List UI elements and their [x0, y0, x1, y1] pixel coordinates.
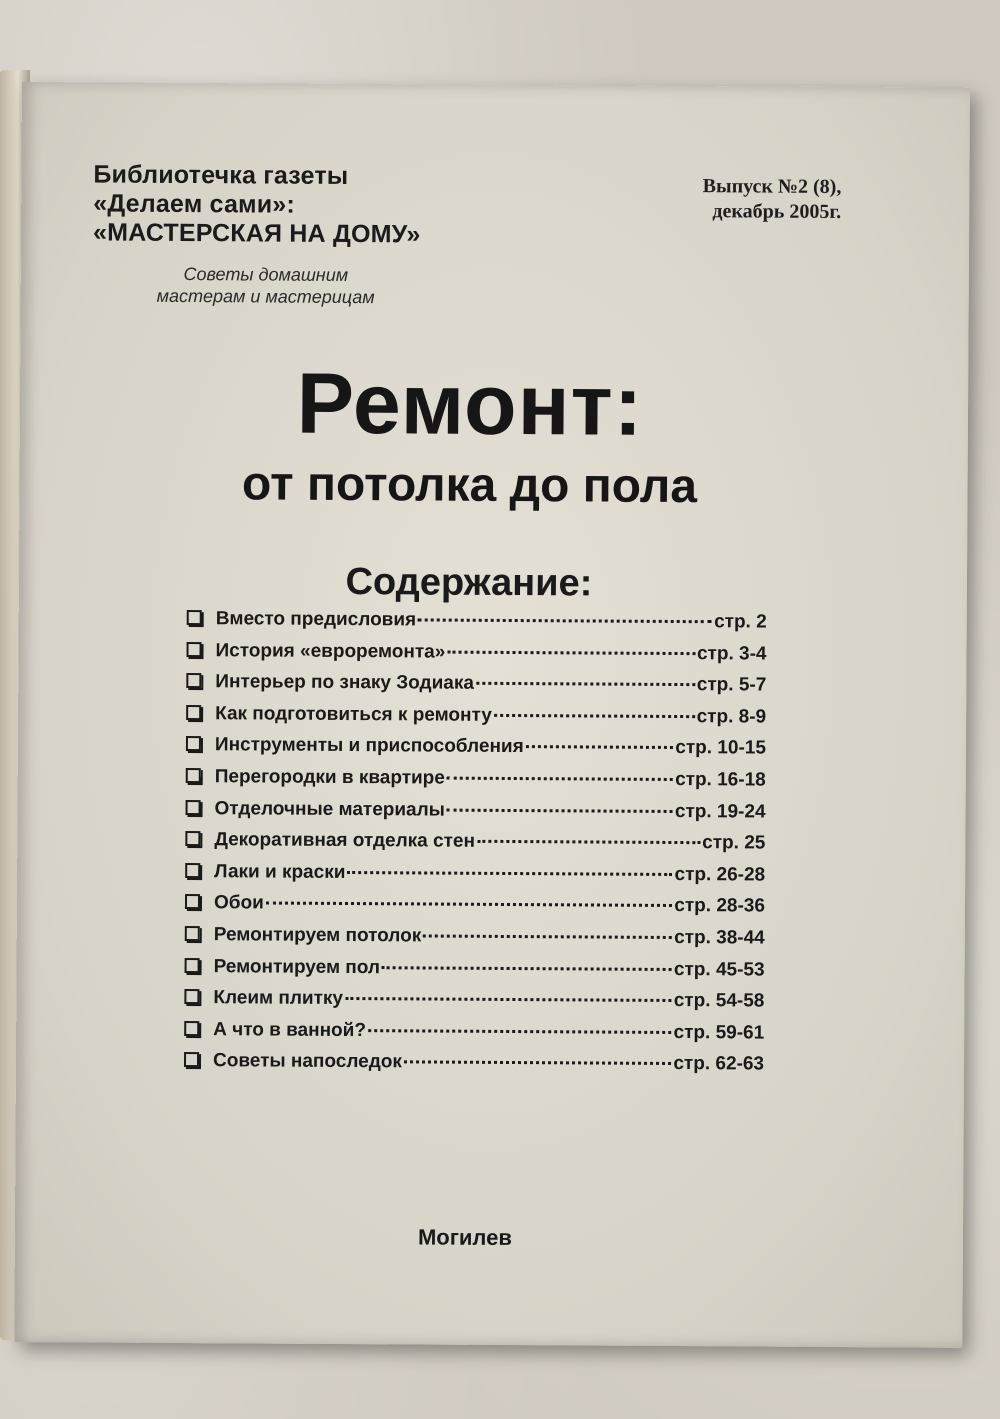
issue-info — [661, 174, 841, 225]
toc-item — [186, 766, 766, 801]
dot-leader — [345, 997, 672, 1002]
series-title — [93, 160, 421, 249]
main-title: Ремонт: — [296, 355, 644, 454]
toc-item — [186, 671, 766, 706]
checkbox-bullet-icon — [186, 642, 201, 657]
toc-item-label: Ремонтируем потолок — [213, 924, 422, 947]
toc-item-label: Советы напоследок — [212, 1050, 402, 1073]
toc-item — [185, 924, 765, 959]
toc-item — [184, 1050, 764, 1085]
toc-item-pages: стр. 3-4 — [696, 642, 767, 665]
checkbox-bullet-icon — [187, 610, 202, 625]
toc-item-pages: стр. 54-58 — [673, 990, 765, 1012]
toc-item-label: А что в ванной? — [213, 1018, 367, 1041]
toc-item-pages: стр. 8-9 — [696, 705, 767, 728]
dot-leader — [418, 618, 712, 623]
toc-item — [185, 798, 765, 833]
toc-item-label: Лаки и краски — [214, 860, 346, 883]
toc-item-label: Интерьер по знаку Зодиака — [215, 671, 474, 694]
publication-city: Могилев — [417, 1224, 512, 1251]
toc-item-pages: стр. 28-36 — [674, 895, 766, 917]
dot-leader — [404, 1061, 671, 1066]
toc-item-pages: стр. 16-18 — [675, 768, 766, 791]
toc-item-pages: стр. 2 — [714, 611, 767, 633]
toc-item-label: Вместо предисловия — [215, 608, 417, 631]
checkbox-bullet-icon — [184, 1021, 199, 1036]
toc-item-pages: стр. 5-7 — [696, 674, 767, 696]
toc-item-label: История «евроремонта» — [215, 639, 446, 663]
toc-heading: Содержание: — [345, 560, 593, 605]
toc-item-label: Декоративная отделка стен — [214, 829, 476, 852]
toc-item-label: Обои — [213, 892, 264, 914]
checkbox-bullet-icon — [186, 673, 201, 688]
issue-number: Выпуск №2 (8), — [702, 175, 842, 199]
checkbox-bullet-icon — [185, 926, 200, 941]
toc-item-pages: стр. 45-53 — [673, 958, 765, 981]
dot-leader — [423, 934, 672, 939]
checkbox-bullet-icon — [186, 705, 201, 720]
toc-item-pages: стр. 62-63 — [673, 1053, 765, 1075]
toc-item — [184, 987, 764, 1022]
checkbox-bullet-icon — [186, 768, 201, 783]
toc-item-pages: стр. 38-44 — [674, 926, 765, 949]
toc-item — [184, 956, 764, 991]
checkbox-bullet-icon — [185, 894, 200, 909]
checkbox-bullet-icon — [186, 800, 201, 815]
toc-item — [186, 640, 766, 675]
series-line-2: «Делаем сами»: — [93, 189, 296, 219]
toc-item — [186, 703, 766, 738]
checkbox-bullet-icon — [184, 989, 199, 1004]
toc-item-label: Отделочные материалы — [214, 797, 446, 821]
series-subtitle — [141, 263, 391, 309]
toc-item-label: Перегородки в квартире — [214, 766, 445, 789]
dot-leader — [447, 650, 695, 655]
dot-leader — [476, 682, 695, 686]
issue-date: декабрь 2005г. — [712, 200, 842, 224]
toc-item-label: Ремонтируем пол — [213, 955, 381, 978]
checkbox-bullet-icon — [186, 736, 201, 751]
toc-item — [185, 829, 765, 864]
dot-leader — [447, 777, 673, 781]
dot-leader — [494, 714, 695, 718]
dot-leader — [347, 871, 672, 876]
dot-leader — [266, 902, 673, 907]
booklet-page — [14, 82, 970, 1348]
dot-leader — [382, 966, 672, 971]
sub-title: от потолка до пола — [241, 457, 698, 514]
toc-item — [187, 608, 767, 643]
dot-leader — [526, 745, 674, 749]
checkbox-bullet-icon — [185, 958, 200, 973]
subtitle-line-1: Советы домашним — [183, 263, 349, 285]
toc-item — [186, 734, 766, 769]
toc-item-label: Клеим плитку — [213, 987, 344, 1010]
toc-item-pages: стр. 59-61 — [673, 1021, 765, 1044]
toc-item-label: Инструменты и приспособления — [214, 734, 524, 758]
checkbox-bullet-icon — [184, 1052, 199, 1067]
toc-item-pages: стр. 19-24 — [674, 800, 766, 823]
toc-item — [185, 892, 765, 927]
series-line-3: «МАСТЕРСКАЯ НА ДОМУ» — [92, 218, 421, 249]
checkbox-bullet-icon — [185, 831, 200, 846]
series-line-1: Библиотечка газеты — [93, 160, 349, 190]
dot-leader — [447, 808, 673, 812]
table-of-contents — [184, 608, 767, 1085]
toc-item-pages: стр. 26-28 — [674, 863, 766, 886]
dot-leader — [368, 1029, 672, 1034]
subtitle-line-2: мастерам и мастерицам — [156, 285, 375, 308]
toc-item-pages: стр. 25 — [702, 832, 766, 854]
toc-item — [185, 861, 765, 896]
toc-item-pages: стр. 10-15 — [675, 737, 767, 759]
toc-item-label: Как подготовиться к ремонту — [215, 702, 492, 726]
checkbox-bullet-icon — [185, 863, 200, 878]
dot-leader — [477, 840, 700, 844]
toc-item — [184, 1019, 764, 1054]
